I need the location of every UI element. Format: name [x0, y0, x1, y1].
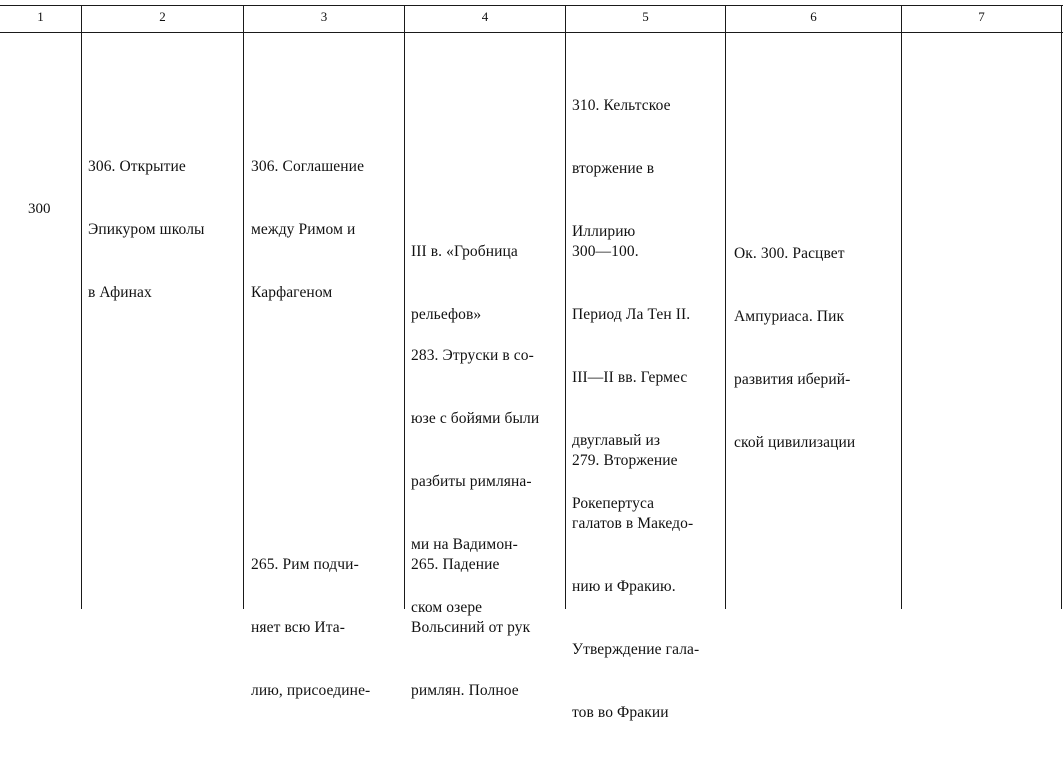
column-header-4: 4 [481, 9, 489, 24]
header-bottom-border [0, 32, 1063, 33]
text-line: Карфагеном [251, 284, 333, 301]
text-line: римлян. Полное [411, 682, 519, 699]
table-right-border [1061, 5, 1062, 609]
column-header-2: 2 [159, 9, 166, 24]
text-line: ской цивилизации [734, 434, 856, 451]
text-line: 265. Рим подчи- [251, 556, 359, 573]
column-header-6: 6 [810, 9, 817, 24]
column-header-1: 1 [37, 9, 44, 24]
text-line: 306. Соглашение [251, 158, 365, 175]
text-line: галатов в Македо- [572, 515, 694, 532]
text-line: развития иберий- [734, 371, 851, 388]
text-line: Утверждение гала- [572, 641, 700, 658]
text-line: 283. Этруски в со- [411, 347, 534, 364]
text-line: 310. Кельтское [572, 97, 671, 114]
text-line: 279. Вторжение [572, 452, 678, 469]
text-line: Рокепертуса [572, 495, 655, 512]
column-header-3: 3 [320, 9, 328, 24]
year-marker: 300 [28, 201, 51, 217]
column-divider-2 [243, 5, 244, 609]
text-line: двуглавый из [572, 432, 661, 449]
text-line: Вольсиний от рук [411, 619, 531, 636]
text-line: няет всю Ита- [251, 619, 346, 636]
text-line: III—II вв. Гермес [572, 369, 688, 386]
entry-col2-306 [88, 114, 205, 345]
text-line: Иллирию [572, 223, 636, 240]
column-divider-1 [81, 5, 82, 609]
table-top-border [0, 5, 1063, 6]
entry-col5-279 [572, 408, 699, 765]
entry-col3-265 [251, 512, 370, 743]
column-header-7: 7 [978, 9, 985, 24]
text-line: тов во Фракии [572, 704, 669, 721]
text-line: Эпикуром школы [88, 221, 205, 238]
text-line: лию, присоедине- [251, 682, 371, 699]
text-line: Период Ла Тен II. [572, 306, 691, 323]
column-divider-4 [565, 5, 566, 609]
text-line: вторжение в [572, 160, 655, 177]
text-line: рельефов» [411, 306, 482, 323]
text-line: Ок. 300. Расцвет [734, 245, 845, 262]
text-line: в Афинах [88, 284, 152, 301]
entry-col6-300 [734, 201, 855, 495]
text-line: 265. Падение [411, 556, 500, 573]
column-divider-3 [404, 5, 405, 609]
text-line: между Римом и [251, 221, 356, 238]
entry-col4-265 [411, 512, 530, 743]
text-line: 300—100. [572, 243, 639, 260]
text-line: ском озере [411, 599, 483, 616]
text-line: ми на Вадимон- [411, 536, 518, 553]
text-line: Ампуриаса. Пик [734, 308, 845, 325]
column-header-5: 5 [642, 9, 649, 24]
text-line: 306. Открытие [88, 158, 186, 175]
text-line: нию и Фракию. [572, 578, 676, 595]
entry-col3-306 [251, 114, 364, 345]
text-line: разбиты римляна- [411, 473, 532, 490]
column-divider-6 [901, 5, 902, 609]
text-line: юзе с бойями были [411, 410, 540, 427]
text-line: III в. «Гробница [411, 243, 518, 260]
column-divider-5 [725, 5, 726, 609]
